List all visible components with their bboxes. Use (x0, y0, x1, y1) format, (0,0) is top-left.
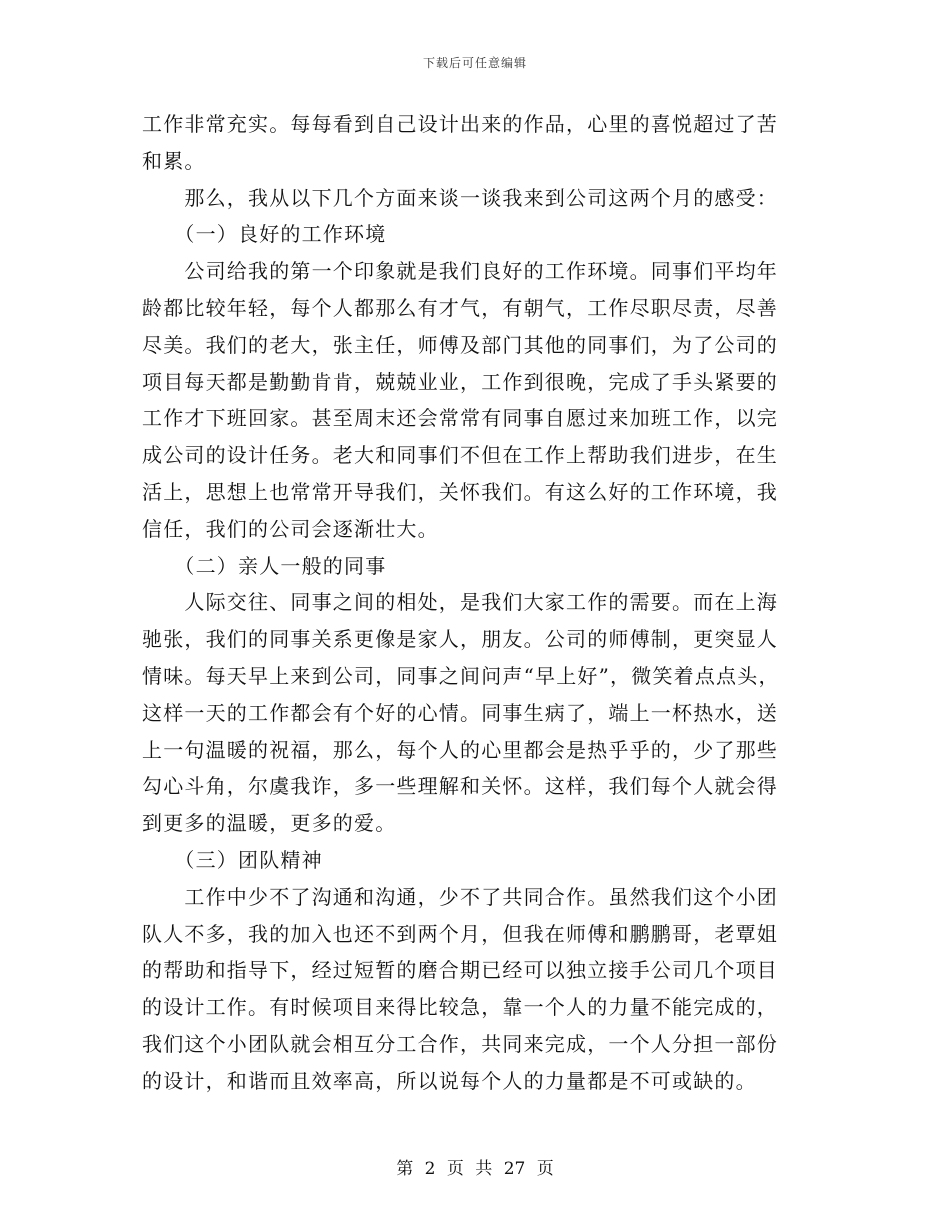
text-line: 项目每天都是勤勤肯肯，兢兢业业，工作到很晚，完成了手头紧要的 (142, 369, 778, 394)
text-line: 工作中少不了沟通和沟通，少不了共同合作。虽然我们这个小团 (142, 884, 778, 909)
text-line: 情味。每天早上来到公司，同事之间问声“早上好”，微笑着点点头， (142, 663, 780, 688)
text-line: 我们这个小团队就会相互分工合作，共同来完成，一个人分担一部份 (142, 1031, 778, 1056)
text-line: 工作非常充实。每每看到自己设计出来的作品，心里的喜悦超过了苦 (142, 112, 778, 136)
text-line: 人际交往、同事之间的相处，是我们大家工作的需要。而在上海 (142, 590, 778, 615)
text-line: 的帮助和指导下，经过短暂的磨合期已经可以独立接手公司几个项目 (142, 958, 778, 983)
text-line: 勾心斗角，尔虞我诈，多一些理解和关怀。这样，我们每个人就会得 (142, 774, 778, 799)
text-line: 的设计工作。有时候项目来得比较急，靠一个人的力量不能完成的， (142, 995, 778, 1020)
text-line: 的设计，和谐而且效率高，所以说每个人的力量都是不可或缺的。 (142, 1068, 757, 1093)
text-line: 信任，我们的公司会逐渐壮大。 (142, 516, 439, 541)
text-line: 活上，思想上也常常开导我们，关怀我们。有这么好的工作环境，我 (142, 479, 778, 504)
text-line: 驰张，我们的同事关系更像是家人，朋友。公司的师傅制，更突显人 (142, 627, 778, 652)
text-line: 龄都比较年轻，每个人都那么有才气，有朝气，工作尽职尽责，尽善 (142, 295, 778, 320)
body-text (142, 106, 812, 1100)
text-line: 和累。 (142, 148, 206, 173)
text-line: 公司给我的第一个印象就是我们良好的工作环境。同事们平均年 (142, 259, 778, 284)
section-heading-1: （一）良好的工作环境 (142, 222, 387, 247)
text-line: 队人不多，我的加入也还不到两个月，但我在师傅和鹏鹏哥，老覃姐 (142, 921, 778, 946)
section-heading-3: （三）团队精神 (142, 847, 323, 872)
text-line: 这样一天的工作都会有个好的心情。同事生病了，端上一杯热水，送 (142, 700, 778, 725)
text-line: 成公司的设计任务。老大和同事们不但在工作上帮助我们进步，在生 (142, 443, 778, 468)
header-note: 下载后可任意编辑 (422, 56, 527, 70)
text-line: 上一句温暖的祝福，那么，每个人的心里都会是热乎乎的，少了那些 (142, 737, 778, 762)
text-line: 到更多的温暖，更多的爱。 (142, 811, 397, 836)
page-number-footer: 第 2 页 共 27 页 (396, 1159, 554, 1179)
text-line: 那么，我从以下几个方面来谈一谈我来到公司这两个月的感受： (142, 185, 778, 210)
text-line: 工作才下班回家。甚至周末还会常常有同事自愿过来加班工作，以完 (142, 406, 778, 431)
text-line: 尽美。我们的老大，张主任，师傅及部门其他的同事们，为了公司的 (142, 332, 778, 357)
section-heading-2: （二）亲人一般的同事 (142, 553, 387, 578)
